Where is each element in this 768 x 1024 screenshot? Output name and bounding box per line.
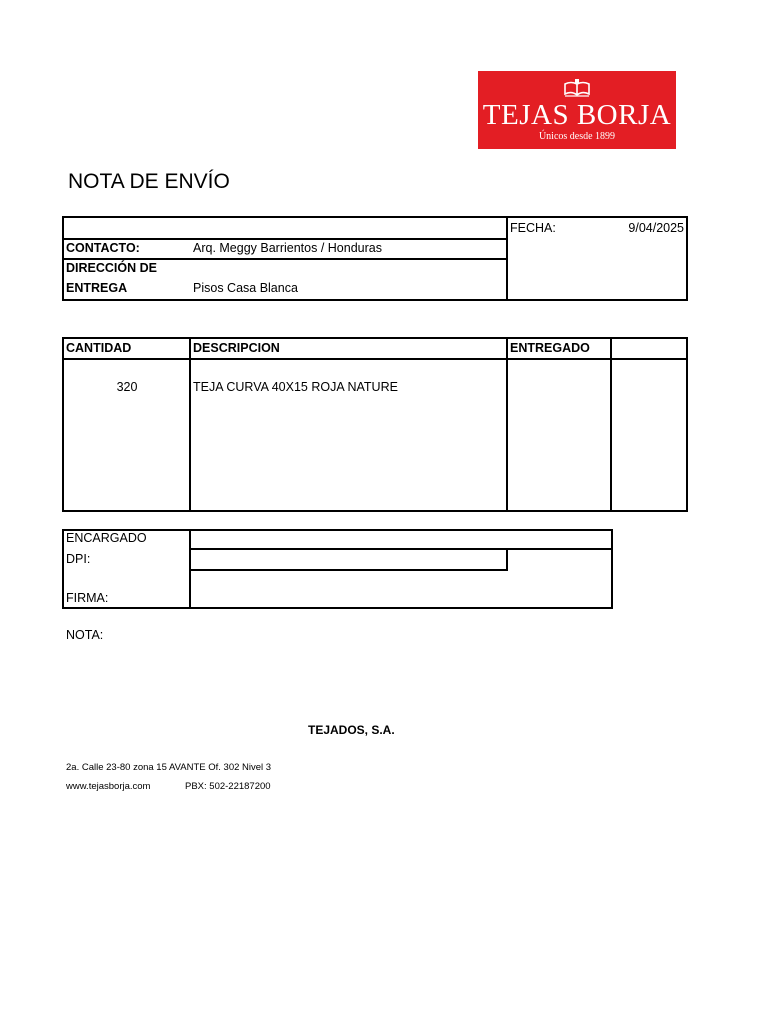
fecha-value: 9/04/2025 [628, 221, 684, 235]
encargado-label: ENCARGADO [66, 531, 147, 545]
page-title: NOTA DE ENVÍO [68, 170, 230, 193]
footer-address: 2a. Calle 23-80 zona 15 AVANTE Of. 302 Nivel 3 [66, 762, 272, 773]
footer-phone: PBX: 502-22187200 [185, 781, 271, 792]
direccion-label-line1: DIRECCIÓN DE [66, 261, 157, 275]
footer-website[interactable]: www.tejasborja.com [66, 781, 151, 792]
book-icon [564, 79, 590, 97]
footer-company: TEJADOS, S.A. [308, 723, 395, 737]
dpi-label: DPI: [66, 552, 91, 566]
column-header-descripcion: DESCRIPCION [193, 341, 280, 355]
firma-label: FIRMA: [66, 591, 109, 605]
items-table [62, 337, 688, 512]
contacto-label: CONTACTO: [66, 241, 140, 255]
nota-label: NOTA: [66, 628, 104, 642]
items-col-divider-2 [506, 337, 508, 512]
contacto-value: Arq. Meggy Barrientos / Honduras [193, 241, 382, 255]
signature-divider-2 [189, 569, 508, 571]
header-divider-2 [62, 258, 508, 260]
items-col-divider-1 [189, 337, 191, 512]
items-header-divider [62, 358, 688, 360]
column-header-entregado: ENTREGADO [510, 341, 590, 355]
row-descripcion: TEJA CURVA 40X15 ROJA NATURE [193, 380, 398, 394]
direccion-label-line2: ENTREGA [66, 281, 128, 295]
fecha-label: FECHA: [510, 221, 556, 235]
signature-divider-small [506, 548, 508, 571]
column-header-cantidad: CANTIDAD [66, 341, 132, 355]
row-cantidad: 320 [116, 380, 138, 394]
direccion-value: Pisos Casa Blanca [193, 281, 298, 295]
items-col-divider-3 [610, 337, 612, 512]
company-logo [478, 71, 676, 149]
logo-brand-name: TEJAS BORJA [482, 99, 672, 131]
header-divider-1 [62, 238, 508, 240]
logo-tagline: Únicos desde 1899 [538, 131, 616, 142]
signature-divider-1 [189, 548, 613, 550]
